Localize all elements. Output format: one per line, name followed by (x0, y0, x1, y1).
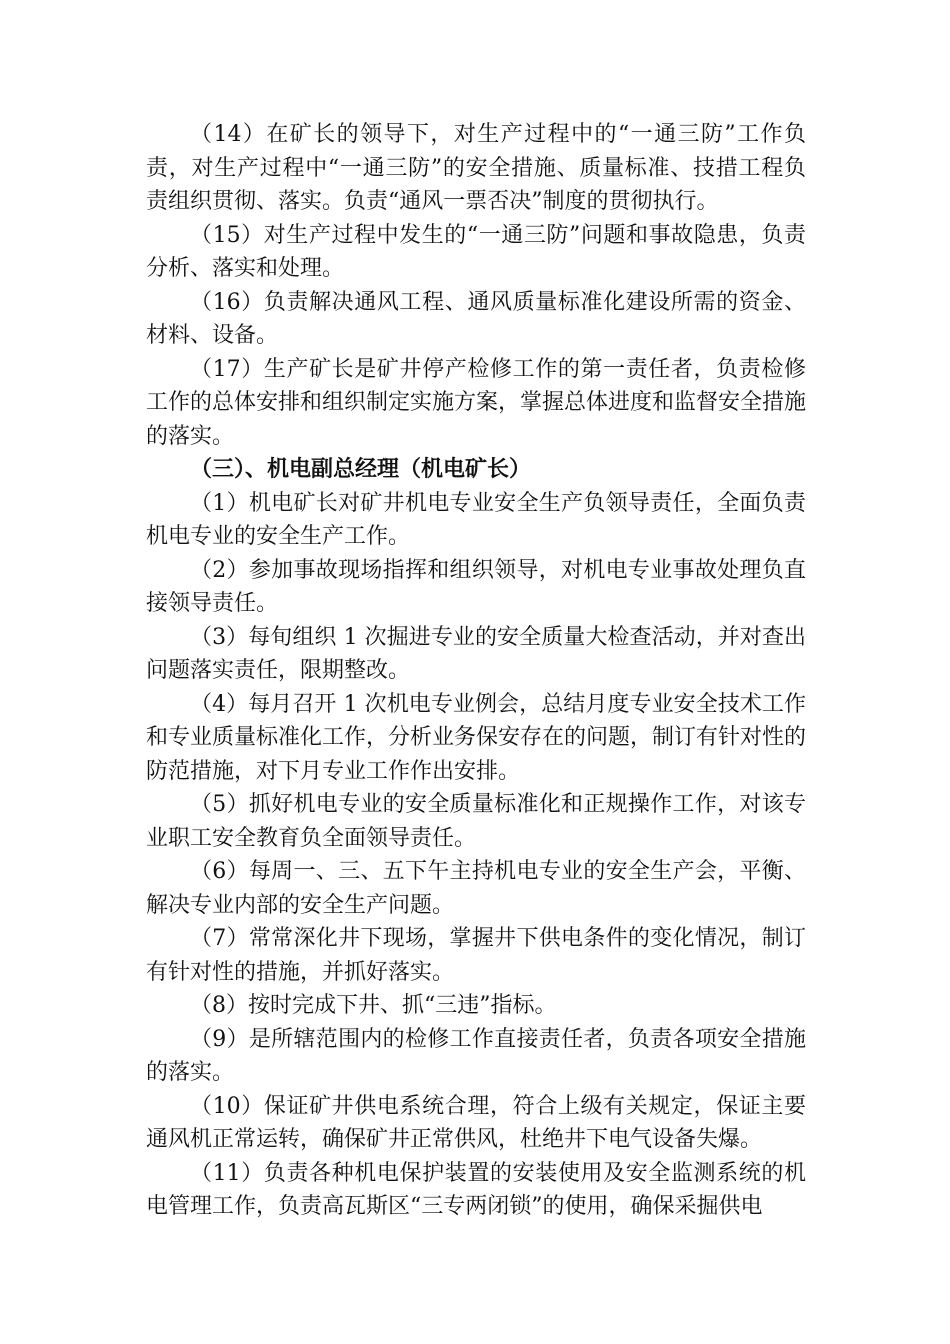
section-heading: （三）、机电副总经理（机电矿长） (190, 456, 532, 482)
paragraph-3: （3）每旬组织 1 次掘进专业的安全质量大检查活动，并对查出问题落实责任，限期整改。 (146, 624, 806, 683)
paragraph-9: （9）是所辖范围内的检修工作直接责任者，负责各项安全措施的落实。 (146, 1026, 806, 1085)
paragraph-17: （17）生产矿长是矿井停产检修工作的第一责任者，负责检修工作的总体安排和组织制定实施方案，掌握总体进度和监督安全措施的落实。 (146, 356, 807, 449)
paragraph-5: （5）抓好机电专业的安全质量标准化和正规操作工作，对该专业职工安全教育负全面领导责任。 (146, 792, 806, 851)
paragraph-16: （16）负责解决通风工程、通风质量标准化建设所需的资金、材料、设备。 (146, 289, 806, 348)
paragraph-14: （14）在矿长的领导下，对生产过程中的“一通三防”工作负责，对生产过程中“一通三防”的安全措施、质量标准、技措工程负责组织贯彻、落实。负责“通风一票否决”制度的贯彻执行。 (146, 122, 806, 214)
paragraph-7: （7）常常深化井下现场，掌握井下供电条件的变化情况，制订有针对性的措施，并抓好落实。 (146, 926, 806, 985)
paragraph-10: （10）保证矿井供电系统合理，符合上级有关规定，保证主要通风机正常运转，确保矿井正常供风，杜绝井下电气设备失爆。 (146, 1093, 806, 1152)
paragraph-15: （15）对生产过程中发生的“一通三防”问题和事故隐患，负责分析、落实和处理。 (146, 222, 806, 281)
paragraph-4: （4）每月召开 1 次机电专业例会，总结月度专业安全技术工作和专业质量标准化工作，分析业务保安存在的问题，制订有针对性的防范措施，对下月专业工作作出安排。 (146, 691, 807, 784)
paragraph-1: （1）机电矿长对矿井机电专业安全生产负领导责任，全面负责机电专业的安全生产工作。 (146, 490, 806, 549)
document-body (146, 118, 806, 1224)
paragraph-2: （2）参加事故现场指挥和组织领导，对机电专业事故处理负直接领导责任。 (146, 557, 806, 616)
paragraph-6: （6）每周一、三、五下午主持机电专业的安全生产会，平衡、解决专业内部的安全生产问题。 (146, 859, 806, 918)
paragraph-8: （8）按时完成下井、抓“三违”指标。 (190, 993, 557, 1018)
paragraph-11: （11）负责各种机电保护装置的安装使用及安全监测系统的机电管理工作，负责高瓦斯区“三专两闭锁”的使用，确保采掘供电 (146, 1160, 806, 1219)
